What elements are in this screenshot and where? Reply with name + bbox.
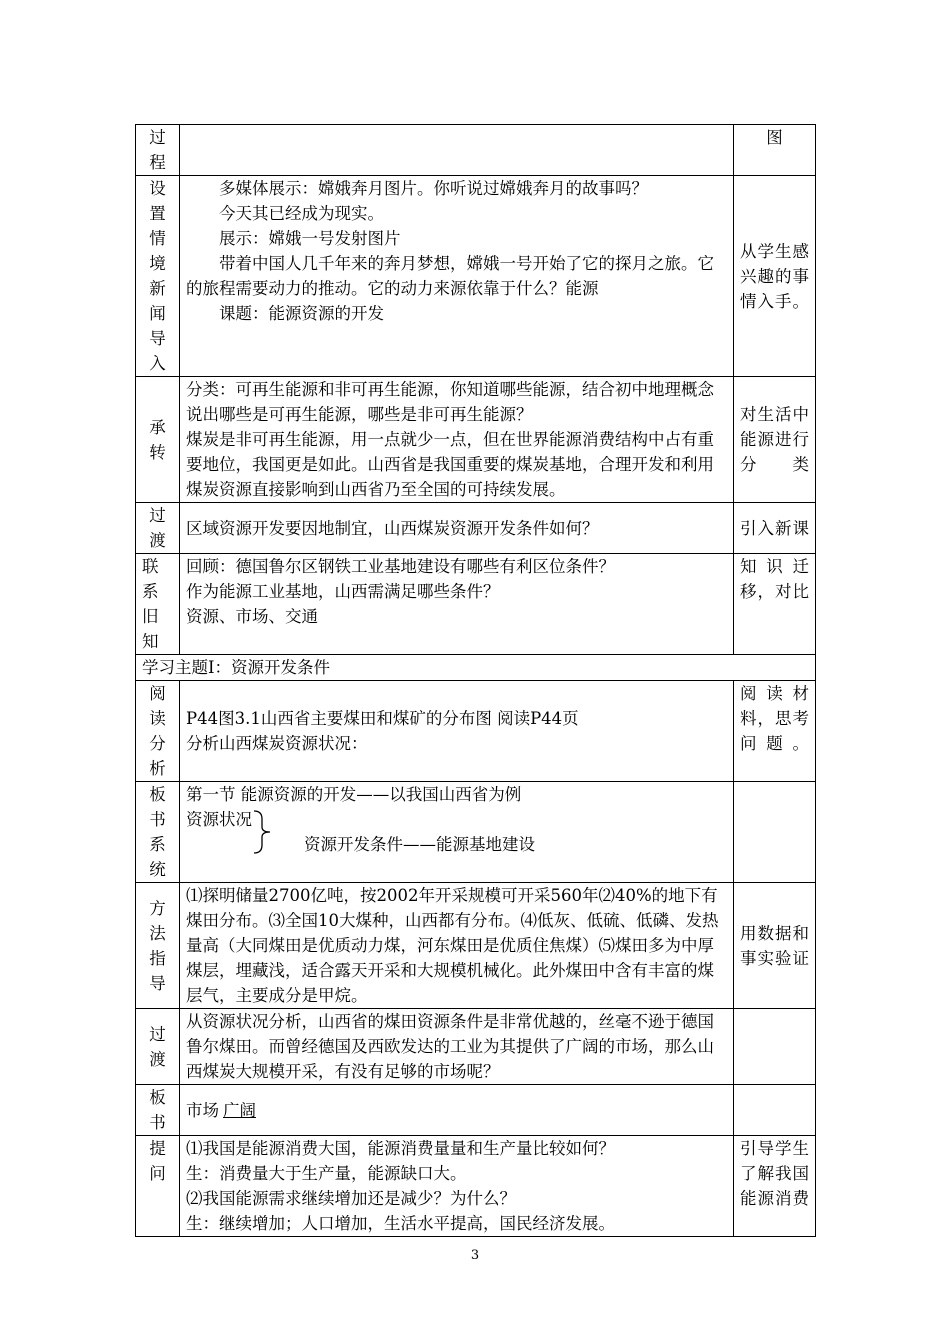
row-label: 过 渡 [136,1009,180,1085]
lesson-plan-table [135,124,816,1237]
header-content [180,125,734,176]
row-note: 用数据和事实验证 [734,883,816,1009]
row-content: 从资源状况分析，山西省的煤田资源条件是非常优越的，丝毫不逊于德国鲁尔煤田。而曾经德国及西欧发达的工业为其提供了广阔的市场，那么山西煤炭大规模开采，有没有足够的市场呢？ [180,1009,734,1085]
topic-heading: 学习主题Ⅰ：资源开发条件 [136,655,816,681]
header-figure: 图 [734,125,816,176]
row-content: 分类：可再生能源和非可再生能源，你知道哪些能源，结合初中地理概念说出哪些是可再生能源，哪些是非可再生能源？ 煤炭是非可再生能源，用一点就少一点，但在世界能源消费结构中占有重要地位，我国更是如此。山西省是我国重要的煤炭基地，合理开发和利用煤炭资源直接影响到山西省乃至全国的可持续发展。 [180,377,734,503]
row-content: 第一节 能源资源的开发——以我国山西省为例 资源状况 资源开发条件——能源基地建设 [180,782,734,883]
row-content: P44图3.1山西省主要煤田和煤矿的分布图 阅读P44页 分析山西煤炭资源状况： [180,681,734,782]
board-market-label: 市场 [186,1100,219,1120]
row-label: 承 转 [136,377,180,503]
row-note: 知识迁移，对比 [734,554,816,655]
row-note: 阅读材料，思考问题。 [734,681,816,782]
table-row-reading [136,681,816,782]
row-content: 多媒体展示：嫦娥奔月图片。你听说过嫦娥奔月的故事吗？ 今天其已经成为现实。 展示：嫦娥一号发射图片 带着中国人几千年来的奔月梦想，嫦娥一号开始了它的探月之旅。它的旅程需要动力的推动。它的动力来源依靠于什么？能源 课题：能源资源的开发 [180,176,734,377]
table-row-board-2 [136,1085,816,1136]
board-outline [186,807,727,857]
page-number: 3 [470,1248,480,1263]
row-label: 联系旧知 [136,554,180,655]
row-label: 阅 读 分 析 [136,681,180,782]
row-content: 回顾：德国鲁尔区钢铁工业基地建设有哪些有利区位条件？ 作为能源工业基地，山西需满足哪些条件？ 资源、市场、交通 [180,554,734,655]
row-label: 板 书 系 统 [136,782,180,883]
row-note: 引入新课 [734,503,816,554]
row-note [734,782,816,883]
row-note: 引导学生了解我国能源消费 [734,1136,816,1237]
row-label: 方 法 指 导 [136,883,180,1009]
row-content: ⑴探明储量2700亿吨，按2002年开采规模可开采560年⑵40%的地下有煤田分布。⑶全国10大煤种，山西都有分布。⑷低灰、低硫、低磷、发热量高（大同煤田是优质动力煤，河东煤田是优质住焦煤）⑸煤田多为中厚煤层，埋藏浅，适合露天开采和大规模机械化。此外煤田中含有丰富的煤层气，主要成分是甲烷。 [180,883,734,1009]
table-row-method [136,883,816,1009]
table-row-review [136,554,816,655]
header-process: 过程 [136,125,180,176]
table-row-transition-2 [136,1009,816,1085]
row-content [180,1085,734,1136]
table-row-question [136,1136,816,1237]
row-label: 板 书 [136,1085,180,1136]
row-note [734,1009,816,1085]
table-row-topic [136,655,816,681]
row-label: 设 置 情 境 新 闻 导 入 [136,176,180,377]
row-note: 从学生感兴趣的事情入手。 [734,176,816,377]
row-label: 提 问 [136,1136,180,1237]
table-row-intro [136,176,816,377]
brace-icon [250,809,274,855]
table-row-bridge [136,503,816,554]
row-content: ⑴我国是能源消费大国，能源消费量量和生产量比较如何？ 生：消费量大于生产量，能源缺口大。 ⑵我国能源需求继续增加还是减少？为什么？ 生：继续增加；人口增加，生活水平提高，国民经济发展。 [180,1136,734,1237]
table-header-row [136,125,816,176]
table-row-transition [136,377,816,503]
board-market-blank: 广阔 [223,1100,256,1120]
table-row-board [136,782,816,883]
row-content: 区域资源开发要因地制宜，山西煤炭资源开发条件如何？ [180,503,734,554]
board-item: 资源状况 [186,810,252,829]
board-branch: 资源开发条件——能源基地建设 [304,835,535,854]
row-label: 过渡 [136,503,180,554]
row-note: 对生活中能源进行分类 [734,377,816,503]
row-note [734,1085,816,1136]
